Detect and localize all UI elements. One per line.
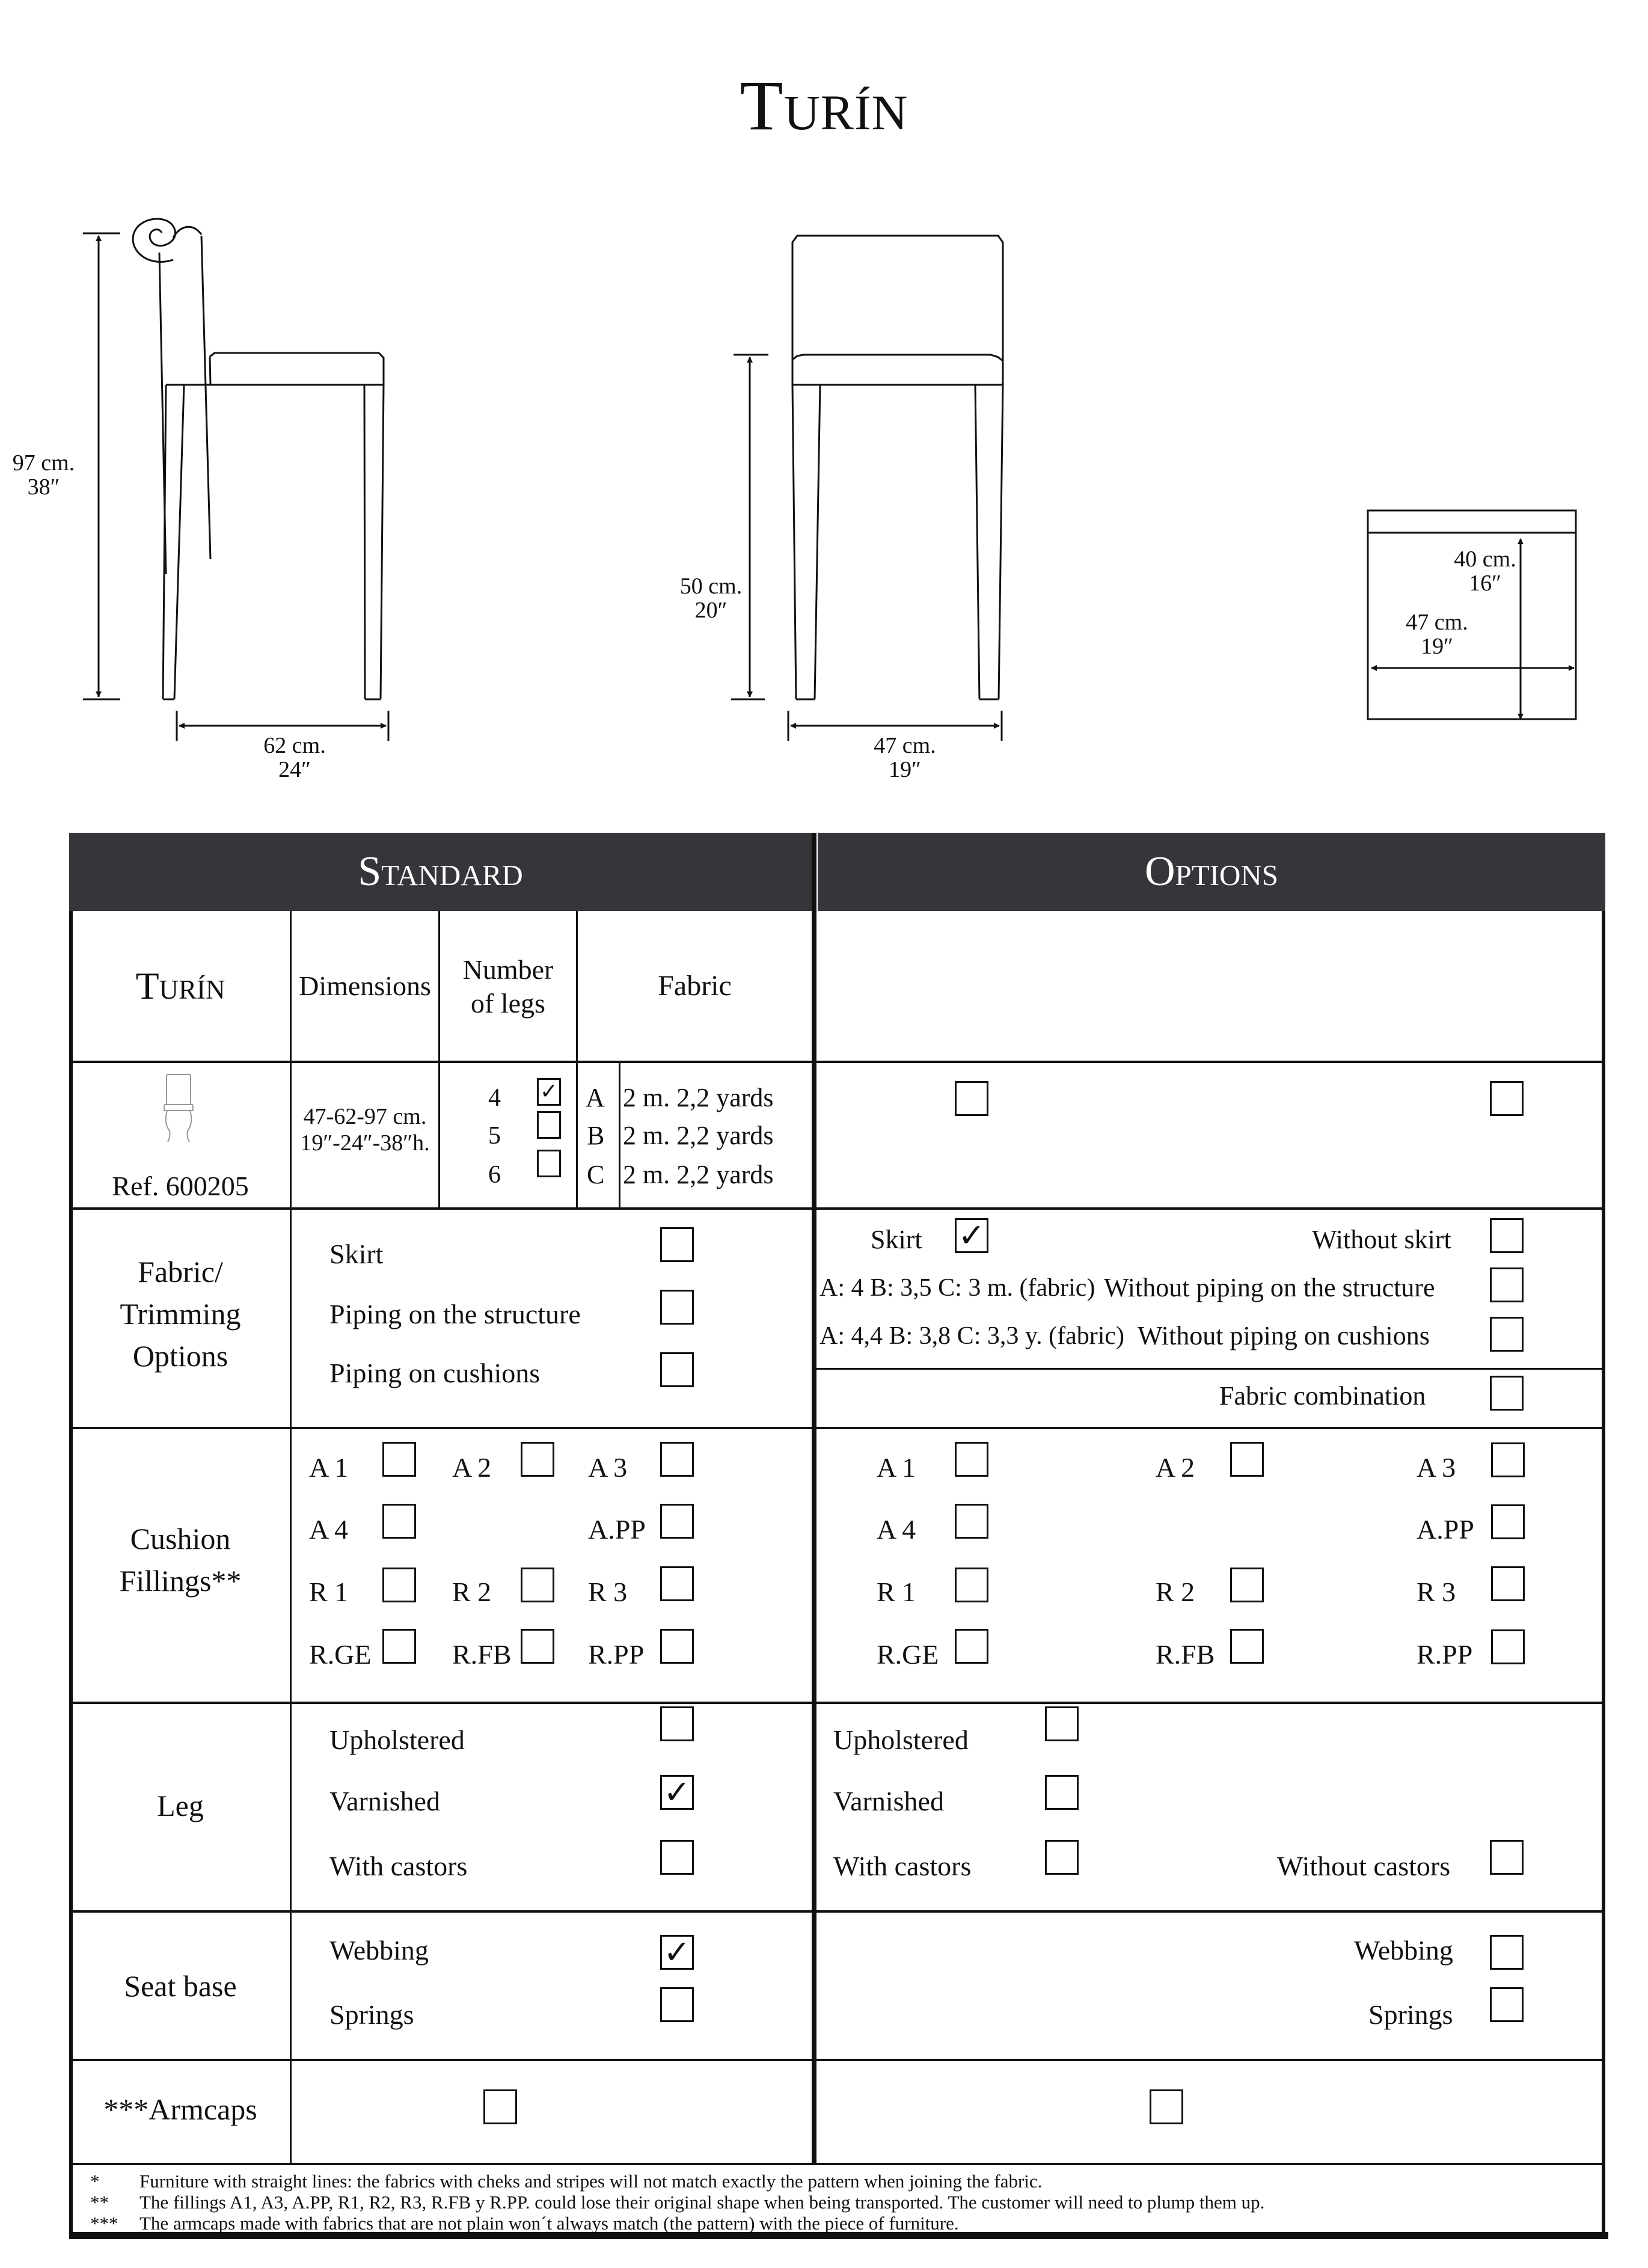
armcaps-label: ***Armcaps [103,2092,257,2126]
label-line: Options [132,1339,228,1373]
fabric-meters-note: A: 4 B: 3,5 C: 3 m. (fabric) [819,1274,1095,1302]
std-fill-a2-checkbox[interactable] [521,1442,554,1477]
opt-fill-a1-label: A 1 [877,1452,916,1483]
row-divider [69,2163,1605,2165]
option-checkbox-2[interactable] [1490,1081,1524,1116]
std-springs-label: Springs [329,1999,414,2030]
opt-fill-r2-label: R 2 [1156,1577,1195,1607]
opt-fill-a4-label: A 4 [877,1514,916,1545]
opt-leg-castors-label: With castors [833,1851,972,1881]
cushion-fillings-label [71,1518,290,1602]
opt-leg-without-castors-label: Without castors [1277,1851,1451,1881]
opt-fill-a2-label: A 2 [1156,1452,1195,1483]
footnote-mark: ** [90,2192,109,2213]
opt-fill-rpp-label: R.PP [1417,1639,1473,1670]
depth-in: 24″ [278,757,311,782]
chair-technical-drawings [0,0,1648,812]
side-view-dimension-lines [83,233,388,741]
std-armcaps-checkbox[interactable] [483,2089,517,2124]
legs-header-line1: Number [462,954,554,985]
std-fill-r1-label: R 1 [309,1577,349,1607]
opt-webbing-checkbox[interactable] [1490,1935,1524,1970]
row-divider [69,1910,1605,1913]
opt-fill-rpp-checkbox[interactable] [1491,1629,1525,1664]
fabric-amount-c: 2 m. 2,2 yards [623,1160,774,1189]
label-column-divider [290,911,292,2165]
fabric-trimming-label [71,1251,290,1377]
std-leg-varnished-checkbox[interactable] [660,1775,694,1810]
standard-header: Standard [69,833,812,911]
opt-fill-a3-label: A 3 [1417,1452,1456,1483]
std-fill-a3-checkbox[interactable] [660,1442,694,1477]
std-piping-cushions-label: Piping on cushions [329,1358,541,1388]
opt-fill-a4-checkbox[interactable] [955,1504,988,1539]
opt-fill-a3-checkbox[interactable] [1491,1442,1525,1477]
std-fill-r3-label: R 3 [588,1577,628,1607]
legs-option-6-label: 6 [488,1161,501,1189]
std-fill-a3-label: A 3 [588,1452,628,1483]
std-leg-upholstered-label: Upholstered [329,1724,465,1755]
seat-height-dimension-label [661,574,761,622]
opt-fill-rfb-checkbox[interactable] [1230,1629,1264,1664]
std-fill-a1-label: A 1 [309,1452,349,1483]
footnote-2 [90,2192,1264,2213]
seat-width-dimension-label [1395,610,1479,658]
dimensions-column-header: Dimensions [299,970,431,1001]
legs-option-5-label: 5 [488,1122,501,1150]
width-dimension-label [851,734,959,782]
legs-column-divider [576,911,578,1209]
seat-width-cm: 47 cm. [1406,610,1468,635]
opt-fill-r3-label: R 3 [1417,1577,1456,1607]
fabric-grade-c: C [587,1160,605,1189]
front-view-drawing [792,236,1003,699]
opt-skirt-checkbox[interactable] [955,1218,988,1253]
opt-fill-r1-checkbox[interactable] [955,1568,988,1602]
option-checkbox-1[interactable] [955,1081,988,1116]
product-dimensions [292,1103,438,1156]
std-leg-castors-label: With castors [329,1851,468,1881]
chair-thumbnail-icon [156,1073,204,1145]
fabric-amount-b: 2 m. 2,2 yards [623,1121,774,1150]
row-divider [69,1702,1605,1704]
footnote-text: The fillings A1, A3, A.PP, R1, R2, R3, R.FB y R.PP. could lose their original shape when being transported. The customer will need to plump them up. [139,2192,1265,2213]
seat-width-in: 19″ [1421,634,1453,659]
dimensions-cm: 47-62-97 cm. [303,1104,427,1129]
opt-without-piping-structure-checkbox[interactable] [1490,1267,1524,1302]
std-webbing-checkbox[interactable] [660,1935,694,1970]
model-name: Turín [135,964,225,1007]
opt-without-skirt-label: Without skirt [1312,1225,1451,1254]
std-fill-rfb-checkbox[interactable] [521,1629,554,1664]
fabric-yards-note: A: 4,4 B: 3,8 C: 3,3 y. (fabric) [819,1322,1125,1350]
std-leg-varnished-label: Varnished [329,1786,440,1816]
std-springs-checkbox[interactable] [660,1987,694,2022]
opt-leg-upholstered-label: Upholstered [833,1724,969,1755]
std-fill-rpp-label: R.PP [588,1639,645,1670]
row-divider [69,1061,1605,1063]
std-fill-r3-checkbox[interactable] [660,1566,694,1601]
seat-height-in: 20″ [694,598,728,623]
std-webbing-label: Webbing [329,1935,429,1966]
std-skirt-label: Skirt [329,1239,384,1269]
opt-without-piping-structure-label: Without piping on the structure [1104,1273,1435,1302]
std-fill-r2-label: R 2 [452,1577,492,1607]
opt-without-piping-cushions-checkbox[interactable] [1490,1317,1524,1352]
opt-armcaps-checkbox[interactable] [1150,2089,1183,2124]
std-leg-upholstered-checkbox[interactable] [660,1706,694,1741]
label-line: Fillings** [119,1564,242,1598]
std-leg-castors-checkbox[interactable] [660,1840,694,1875]
height-cm: 97 cm. [12,450,75,476]
row-divider [69,1427,1605,1429]
leg-label: Leg [157,1789,204,1822]
footnote-3 [90,2213,959,2234]
opt-fill-r2-checkbox[interactable] [1230,1568,1264,1602]
legs-column-header [440,953,576,1020]
opt-fill-rfb-label: R.FB [1156,1639,1215,1670]
opt-fill-a1-checkbox[interactable] [955,1442,988,1477]
std-fill-r1-checkbox[interactable] [382,1568,416,1602]
opt-fill-r3-checkbox[interactable] [1491,1566,1525,1601]
height-in: 38″ [27,474,60,500]
std-fill-a1-checkbox[interactable] [382,1442,416,1477]
check-icon: ✓ [958,1216,985,1254]
check-icon: ✓ [663,1933,691,1971]
fabric-grade-b: B [587,1121,605,1150]
legs-4-checkbox[interactable] [537,1078,561,1106]
row-divider [69,2059,1605,2061]
footnote-mark: *** [90,2213,118,2234]
label-line: Cushion [130,1522,231,1555]
opt-leg-varnished-checkbox[interactable] [1045,1775,1079,1810]
side-view-drawing [133,219,384,699]
opt-without-skirt-checkbox[interactable] [1490,1218,1524,1253]
std-fill-app-label: A.PP [588,1514,646,1545]
std-piping-cushions-checkbox[interactable] [660,1352,694,1387]
legs-header-line2: of legs [471,988,545,1019]
opt-without-piping-cushions-label: Without piping on cushions [1138,1321,1430,1350]
seat-base-label: Seat base [124,1969,237,2003]
std-piping-structure-label: Piping on the structure [329,1299,581,1329]
label-line: Fabric/ [138,1255,223,1289]
opt-fill-app-checkbox[interactable] [1491,1504,1525,1539]
label-line: Trimming [120,1297,241,1331]
fabric-grade-divider [619,1061,620,1209]
fabric-amount-a: 2 m. 2,2 yards [623,1083,774,1112]
seat-depth-cm: 40 cm. [1454,547,1516,572]
opt-fill-a2-checkbox[interactable] [1230,1442,1264,1477]
options-header: Options [818,833,1605,911]
opt-leg-upholstered-checkbox[interactable] [1045,1706,1079,1741]
height-dimension-label [0,451,87,499]
legs-6-checkbox[interactable] [537,1150,561,1177]
opt-fabric-combination-checkbox[interactable] [1490,1376,1524,1411]
dimensions-in: 19″-24″-38″h. [300,1130,430,1156]
check-icon: ✓ [663,1773,691,1811]
footnote-mark: * [90,2171,100,2192]
width-cm: 47 cm. [874,733,936,758]
width-in: 19″ [889,757,921,782]
product-reference: Ref. 600205 [112,1171,249,1201]
opt-leg-varnished-label: Varnished [833,1786,944,1816]
std-fill-a4-checkbox[interactable] [382,1504,416,1539]
standard-options-divider [812,833,816,2163]
row-divider [69,1207,1605,1210]
depth-dimension-label [240,734,349,782]
legs-option-4-label: 4 [488,1084,501,1112]
footnote-text: The armcaps made with fabrics that are not plain won´t always match (the pattern) with the piece of furniture. [139,2213,959,2234]
opt-springs-label: Springs [1368,1999,1453,2030]
page-title: Turín [740,66,908,145]
footnote-text: Furniture with straight lines: the fabrics with cheks and stripes will not match exactly the pattern when joining the fabric. [139,2171,1043,2192]
opt-webbing-label: Webbing [1354,1935,1453,1966]
std-fill-a2-label: A 2 [452,1452,492,1483]
fabric-column-header: Fabric [658,970,732,1002]
opt-fill-rge-checkbox[interactable] [955,1629,988,1664]
std-fill-a4-label: A 4 [309,1514,349,1545]
opt-fill-rge-label: R.GE [877,1639,939,1670]
check-icon: ✓ [539,1079,559,1104]
fabric-grade-a: A [586,1083,605,1112]
opt-springs-checkbox[interactable] [1490,1987,1524,2022]
footnote-1 [90,2171,1042,2192]
std-fill-rge-label: R.GE [309,1639,372,1670]
seat-depth-dimension-label [1443,547,1527,595]
seat-depth-in: 16″ [1469,571,1501,596]
legs-5-checkbox[interactable] [537,1111,561,1139]
opt-fabric-combination-label: Fabric combination [1219,1381,1426,1411]
std-fill-rpp-checkbox[interactable] [660,1629,694,1664]
opt-fill-app-label: A.PP [1417,1514,1474,1545]
front-view-dimension-lines [731,355,1002,741]
opt-leg-castors-checkbox[interactable] [1045,1840,1079,1875]
depth-cm: 62 cm. [263,733,326,758]
std-fill-rfb-label: R.FB [452,1639,512,1670]
seat-height-cm: 50 cm. [679,574,743,599]
row-divider [814,1368,1605,1370]
std-skirt-checkbox[interactable] [660,1227,694,1262]
std-fill-r2-checkbox[interactable] [521,1568,554,1602]
std-fill-rge-checkbox[interactable] [382,1629,416,1664]
std-fill-app-checkbox[interactable] [660,1504,694,1539]
opt-leg-without-castors-checkbox[interactable] [1490,1840,1524,1875]
std-piping-structure-checkbox[interactable] [660,1290,694,1325]
opt-fill-r1-label: R 1 [877,1577,916,1607]
opt-skirt-label: Skirt [871,1225,922,1254]
